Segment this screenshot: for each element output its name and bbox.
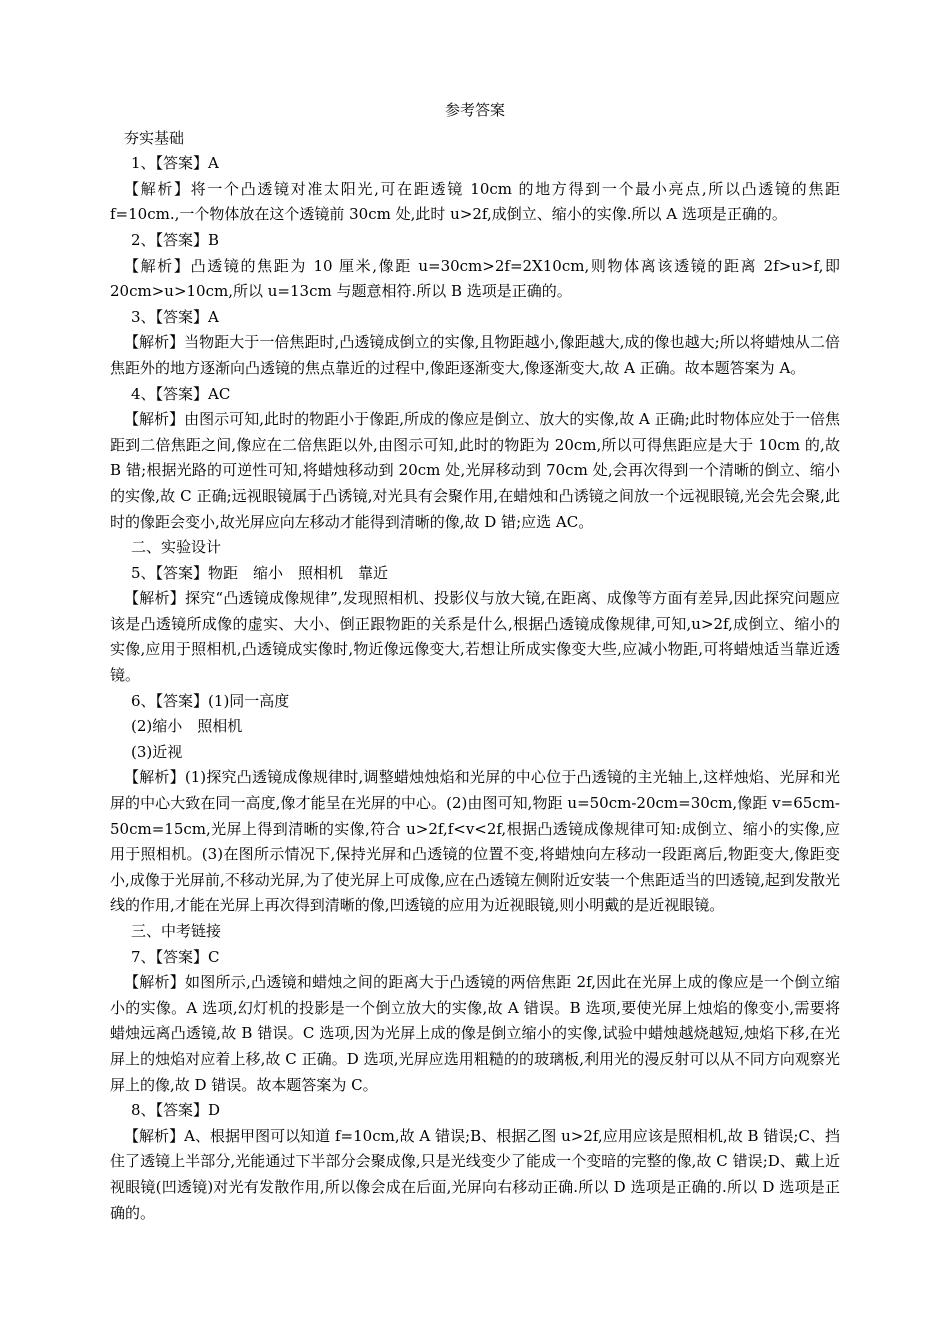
answer-page <box>110 98 840 1226</box>
answer-line: 1、【答案】A <box>131 154 219 173</box>
explanation: 【解析】由图示可知,此时的物距小于像距,所成的像应是倒立、放大的实像,故 A 正确;此时物体应处于一倍焦距到二倍焦距之间,像应在二倍焦距以外,由图示可知,此时的物距为 20cm,所以可得焦距应是大于 10cm 的,故 B 错;根据光路的可逆性可知,将蜡烛移动到 20cm 处,光屏移动到 70cm 处,会再次得到一个清晰的倒立、缩小的实像,故 C 正确;远视眼镜属于凸诱镜,对光具有会聚作用,在蜡烛和凸诱镜之间放一个远视眼镜,光会先会聚,此时的像距会变小,故光屏应向左移动才能得到清晰的像,故 D 错;应选 AC。 <box>110 410 840 531</box>
section-heading: 三、中考链接 <box>131 922 222 940</box>
section-heading: 二、实验设计 <box>131 538 222 557</box>
answer-line: 4、【答案】AC <box>131 384 231 403</box>
answer-line: 7、【答案】C <box>131 947 220 966</box>
answer-line: 6、【答案】(1)同一高度 <box>131 691 290 710</box>
explanation: 【解析】(1)探究凸透镜成像规律时,调整蜡烛烛焰和光屏的中心位于凸透镜的主光轴上,这样烛焰、光屏和光屏的中心大致在同一高度,像才能呈在光屏的中心。(2)由图可知,物距 u=50cm-20cm=30cm,像距 v=65cm-50cm=15cm,光屏上得到清晰的实像,符合 u>2f,f<v<2f,根据凸透镜成像规律可知:成倒立、缩小的实像,应用于照相机。(3)在图所示情况下,保持光屏和凸透镜的位置不变,将蜡烛向左移动一段距离后,物距变大,像距变小,成像于光屏前,不移动光屏,为了使光屏上可成像,应在凸透镜左侧附近安装一个焦距适当的凹透镜,起到发散光线的作用,才能在光屏上再次得到清晰的像,凹透镜的应用为近视眼镜,则小明戴的是近视眼镜。 <box>110 768 840 915</box>
explanation: 【解析】当物距大于一倍焦距时,凸透镜成倒立的实像,且物距越小,像距越大,成的像也越大;所以将蜡烛从二倍焦距外的地方逐渐向凸透镜的焦点靠近的过程中,像距逐渐变大,像逐渐变大,故 A 正确。故本题答案为 A。 <box>110 333 840 377</box>
explanation: 【解析】将一个凸透镜对准太阳光,可在距透镜 10cm 的地方得到一个最小亮点,所以凸透镜的焦距 f=10cm.,一个物体放在这个透镜前 30cm 处,此时 u>2f,成倒立、缩小的实像.所以 A 选项是正确的。 <box>110 179 840 224</box>
answer-line: 8、【答案】D <box>131 1101 221 1120</box>
explanation: 【解析】探究“凸透镜成像规律”,发现照相机、投影仪与放大镜,在距离、成像等方面有差异,因此探究问题应该是凸透镜所成像的虚实、大小、倒正跟物距的关系是什么,根据凸透镜成像规律,可知,u>2f,成倒立、缩小的实像,应用于照相机,凸透镜成实像时,物近像远像变大,若想让所成实像变大些,应减小物距,可将蜡烛适当靠近透镜。 <box>110 589 840 685</box>
explanation: 【解析】如图所示,凸透镜和蜡烛之间的距离大于凸透镜的两倍焦距 2f,因此在光屏上成的像应是一个倒立缩小的实像。A 选项,幻灯机的投影是一个倒立放大的实像,故 A 错误。B 选项,要使光屏上烛焰的像变小,需要将蜡烛远离凸透镜,故 B 错误。C 选项,因为光屏上成的像是倒立缩小的实像,试验中蜡烛越烧越短,烛焰下移,在光屏上的烛焰对应着上移,故 C 正确。D 选项,光屏应选用粗糙的的玻璃板,利用光的漫反射可以从不同方向观察光屏上的像,故 D 错误。故本题答案为 C。 <box>110 973 840 1094</box>
answer-line: 3、【答案】A <box>131 307 219 326</box>
section-heading: 夯实基础 <box>124 128 185 147</box>
explanation: 【解析】A、根据甲图可以知道 f=10cm,故 A 错误;B、根据乙图 u>2f,应用应该是照相机,故 B 错误;C、挡住了透镜上半部分,光能通过下半部分会聚成像,只是光线变少了能成一个变暗的完整的像,故 C 错误;D、戴上近视眼镜(凹透镜)对光有发散作用,所以像会成在后面,光屏向右移动正确.所以 D 选项是正确的.所以 D 选项是正确的。 <box>110 1126 840 1222</box>
answer-line: 5、【答案】物距 缩小 照相机 靠近 <box>131 563 389 582</box>
page-title: 参考答案 <box>444 101 505 119</box>
answer-line: (2)缩小 照相机 <box>131 717 243 736</box>
explanation: 【解析】凸透镜的焦距为 10 厘米,像距 u=30cm>2f=2X10cm,则物体离该透镜的距离 2f>u>f,即 20cm>u>10cm,所以 u=13cm 与题意相符.所以 B 选项是正确的。 <box>110 256 840 301</box>
answer-line: 2、【答案】B <box>131 230 220 249</box>
answer-line: (3)近视 <box>131 742 183 761</box>
